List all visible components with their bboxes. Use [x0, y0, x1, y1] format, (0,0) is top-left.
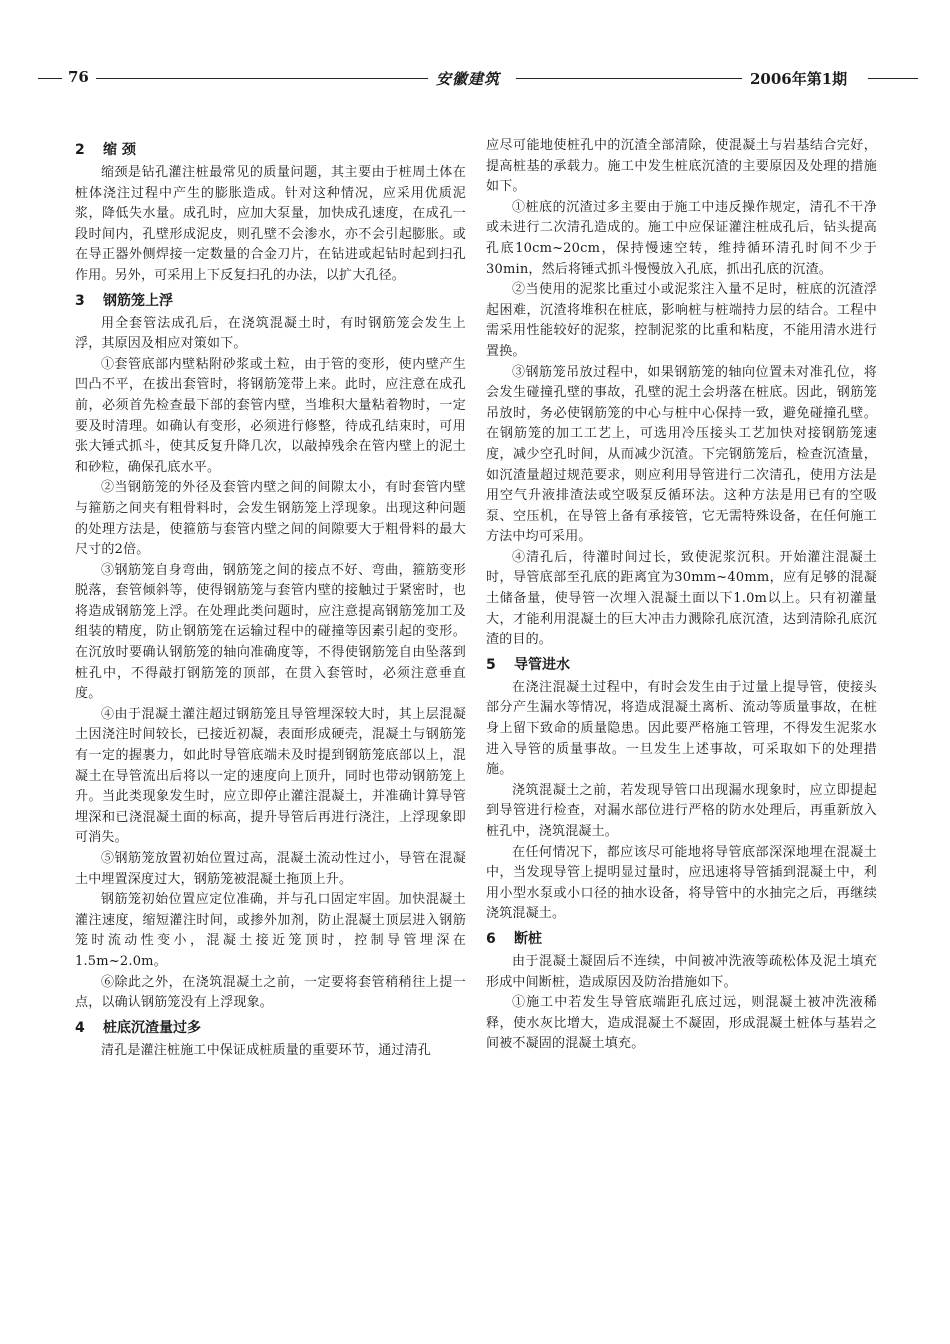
paragraph: ①套管底部内壁粘附砂浆或土粒，由于管的变形，使内壁产生凹凸不平，在拔出套管时，将钢筋笼带上来。此时，应注意在成孔前，必须首先检查最下部的套管内壁，当堆积大量粘着物时，一定要及时清理。如确认有变形，必须进行修整，待成孔结束时，可用张大锤式抓斗，使其反复升降几次，以敲掉残余在管内壁上的泥土和砂粒，确保孔底水平。 — [75, 356, 466, 475]
header-rule-right — [868, 78, 918, 79]
header-rule-left — [38, 78, 62, 79]
section-heading-6: 6 断桩 — [486, 930, 542, 947]
paragraph: ①桩底的沉渣过多主要由于施工中违反操作规定，清孔不干净或未进行二次清孔造成的。施工中应保证灌注桩成孔后，钻头提高孔底10cm~20cm，保持慢速空转，维持循环清孔时间不少于30min，然后将锤式抓斗慢慢放入孔底，抓出孔底的沉渣。 — [486, 199, 877, 277]
right-column — [486, 136, 877, 1055]
paragraph: 钢筋笼初始位置应定位准确，并与孔口固定牢固。加快混凝土灌注速度，缩短灌注时间，或掺外加剂，防止混凝土顶层进入钢筋笼时流动性变小，混凝土接近笼顶时，控制导管埋深在1.5m~2.0m。 — [75, 892, 466, 969]
running-header — [38, 66, 918, 90]
paragraph: ①施工中若发生导管底端距孔底过远，则混凝土被冲洗液稀释，使水灰比增大，造成混凝土不凝固，形成混凝土桩体与基岩之间被不凝固的混凝土填充。 — [486, 995, 877, 1052]
paragraph: ⑥除此之外，在浇筑混凝土之前，一定要将套管稍稍往上提一点，以确认钢筋笼没有上浮现象。 — [75, 974, 466, 1011]
paragraph: ②当使用的泥浆比重过小或泥浆注入量不足时，桩底的沉渣浮起困难，沉渣将堆积在桩底，影响桩与桩端持力层的结合。工程中需采用性能较好的泥浆，控制泥浆的比重和粘度，不能用清水进行置换。 — [486, 282, 877, 359]
paragraph: 由于混凝土凝固后不连续，中间被冲洗液等疏松体及泥土填充形成中间断桩，造成原因及防治措施如下。 — [486, 953, 877, 990]
journal-name: 安徽建筑 — [436, 70, 501, 88]
paragraph: 在任何情况下，都应该尽可能地将导管底部深深地埋在混凝土中，当发现导管上提明显过量时，应迅速将导管插到混凝土中，利用小型水泵或小口径的抽水设备，将导管中的水抽完之后，再继续浇筑混凝土。 — [486, 844, 877, 922]
paragraph: ③钢筋笼吊放过程中，如果钢筋笼的轴向位置未对准孔位，将会发生碰撞孔壁的事故，孔壁的泥土会坍落在桩底。因此，钢筋笼吊放时，务必使钢筋笼的中心与桩中心保持一致，避免碰撞孔壁。在钢筋笼的加工工艺上，可选用冷压接头工艺加快对接钢筋笼速度，减少空孔时间，从而减少沉渣。下完钢筋笼后，检查沉渣量，如沉渣量超过规范要求，则应利用导管进行二次清孔，使用方法是用空气升液排渣法或空吸泵反循环法。这种方法是用已有的空吸泵、空压机，在导管上备有承接管，它无需特殊设备，在任何施工方法中均可采用。 — [486, 364, 877, 545]
paragraph: ④由于混凝土灌注超过钢筋笼且导管埋深较大时，其上层混凝土因浇注时间较长，已接近初凝，表面形成硬壳，混凝土与钢筋笼有一定的握裹力，如此时导管底端未及时提到钢筋笼底部以上，混凝土在导管流出后将以一定的速度向上顶升，同时也带动钢筋笼上升。当此类现象发生时，应立即停止灌注混凝土，并准确计算导管埋深和已浇混凝土面的标高，提升导管后再进行浇注，上浮现象即可消失。 — [75, 706, 466, 846]
header-rule-middle-right — [516, 78, 742, 79]
issue-label: 2006年第1期 — [750, 70, 848, 88]
left-column — [75, 136, 466, 1061]
paragraph: 在浇注混凝土过程中，有时会发生由于过量上提导管，使接头部分产生漏水等情况，将造成混凝土离析、流动等质量事故，在桩身上留下致命的质量隐患。因此要严格施工管理，不得发生泥浆水进入导管的质量事故。一旦发生上述事故，可采取如下的处理措施。 — [486, 679, 877, 778]
paragraph: 用全套管法成孔后，在浇筑混凝土时，有时钢筋笼会发生上浮，其原因及相应对策如下。 — [75, 315, 466, 352]
page-number: 76 — [68, 68, 89, 86]
section-heading-4: 4 桩底沉渣量过多 — [75, 1019, 201, 1036]
paragraph: ③钢筋笼自身弯曲，钢筋笼之间的接点不好、弯曲，箍筋变形脱落，套管倾斜等，使得钢筋笼与套管内壁的接触过于紧密时，也将造成钢筋笼上浮。在处理此类问题时，应注意提高钢筋笼加工及组装的精度，防止钢筋笼在运输过程中的碰撞等因素引起的变形。在沉放时要确认钢筋笼的轴向准确度等，不得使钢筋笼自由坠落到桩孔中，不得敲打钢筋笼的顶部，在贯入套管时，必须注意垂直度。 — [75, 562, 466, 702]
paragraph: 清孔是灌注桩施工中保证成桩质量的重要环节，通过清孔 — [101, 1042, 432, 1058]
paragraph: ⑤钢筋笼放置初始位置过高，混凝土流动性过小，导管在混凝土中埋置深度过大，钢筋笼被混凝土拖顶上升。 — [75, 851, 466, 887]
paragraph: 浇筑混凝土之前，若发现导管口出现漏水现象时，应立即提起到导管进行检查，对漏水部位进行严格的防水处理后，再重新放入桩孔中，浇筑混凝土。 — [486, 782, 877, 839]
paragraph: ④清孔后，待灌时间过长，致使泥浆沉积。开始灌注混凝土时，导管底部至孔底的距离宜为30mm~40mm，应有足够的混凝土储备量，使导管一次埋入混凝土面以下1.0m以上。只有初灌量大，才能利用混凝土的巨大冲击力溅除孔底沉渣，达到清除孔底沉渣的目的。 — [486, 549, 877, 648]
header-rule-middle-left — [96, 78, 428, 79]
paragraph: ②当钢筋笼的外径及套管内壁之间的间隙太小，有时套管内壁与箍筋之间夹有粗骨料时，会发生钢筋笼上浮现象。出现这种问题的处理方法是，使箍筋与套管内壁之间的间隙要大于粗骨料的最大尺寸的2倍。 — [75, 480, 466, 558]
section-heading-5: 5 导管进水 — [486, 656, 570, 673]
paragraph-continued: 应尽可能地使桩孔中的沉渣全部清除，使混凝土与岩基结合完好，提高桩基的承载力。施工中发生桩底沉渣的主要原因及处理的措施如下。 — [486, 138, 877, 195]
section-heading-2: 2 缩 颈 — [75, 142, 136, 158]
paragraph: 缩颈是钻孔灌注桩最常见的质量问题，其主要由于桩周土体在桩体浇注过程中产生的膨胀造成。针对这种情况，应采用优质泥浆，降低失水量。成孔时，应加大泵量，加快成孔速度，在成孔一段时间内，孔壁形成泥皮，则孔壁不会渗水，亦不会引起膨胀。或在导正器外侧焊接一定数量的合金刀片，在钻进或起钻时起到扫孔作用。另外，可采用上下反复扫孔的办法，以扩大孔径。 — [75, 165, 466, 283]
section-heading-3: 3 钢筋笼上浮 — [75, 292, 173, 309]
